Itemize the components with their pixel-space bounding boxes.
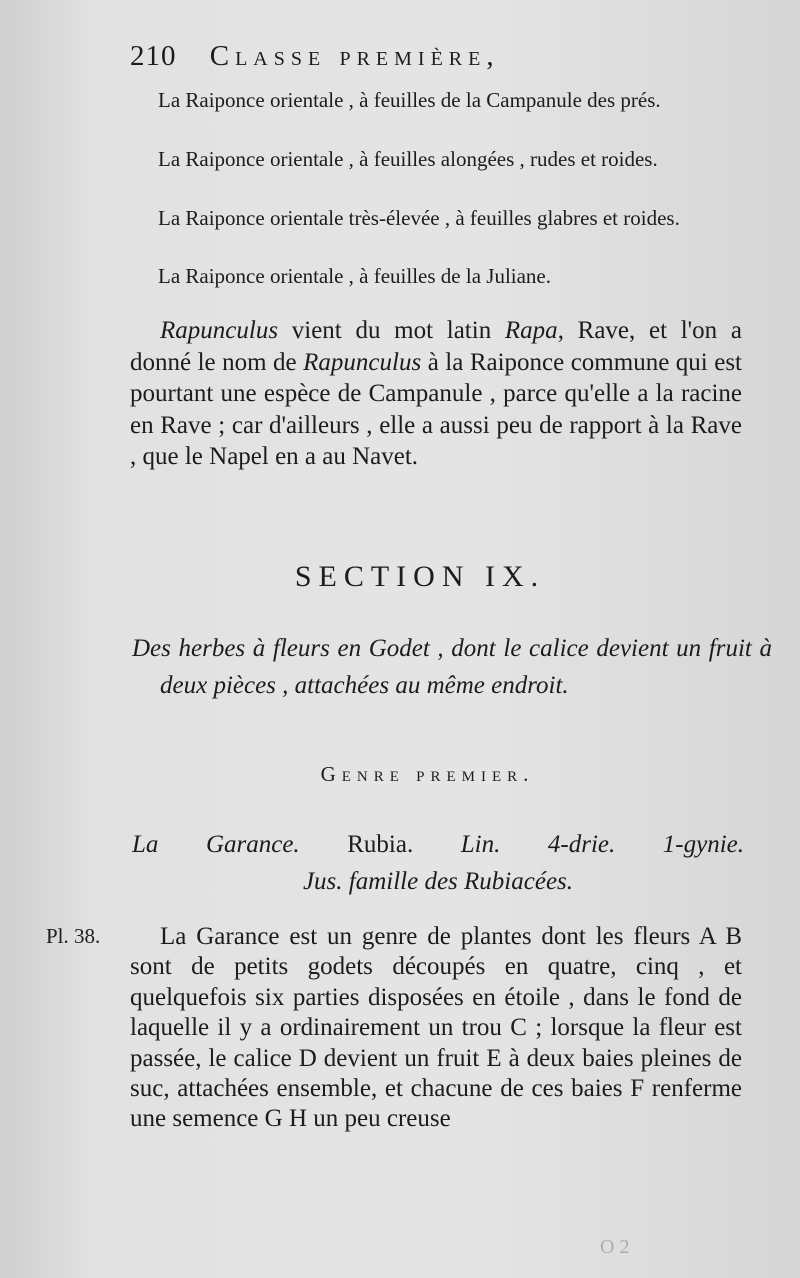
catchword: O 2	[600, 1236, 630, 1258]
genus-family-line: Jus. famille des Rubiacées.	[302, 868, 574, 895]
running-header	[130, 40, 760, 73]
section-heading: SECTION IX.	[294, 560, 546, 593]
plate-reference: Pl. 38.	[46, 924, 101, 948]
page-number: 210	[130, 40, 177, 72]
running-title: Classe première,	[209, 40, 500, 72]
rapunculus-paragraph: Rapunculus vient du mot latin Rapa, Rave, et l'on a donné le nom de Rapunculus à la Raiponce commune qui est pourtant une espèce de Campanule , parce qu'elle a la racine en Rave ; car d'ailleurs , elle a aussi peu de rapport à la Rave , que le Napel en a au Navet.	[130, 317, 742, 470]
section-description: Des herbes à fleurs en Godet , dont le calice devient un fruit à deux pièces , attachées au même endroit.	[132, 635, 772, 699]
raiponce-entry-1: La Raiponce orientale , à feuilles de la Campanule des prés.	[158, 88, 661, 112]
raiponce-entry-4: La Raiponce orientale , à feuilles de la Juliane.	[158, 264, 552, 288]
raiponce-entry-2: La Raiponce orientale , à feuilles alongées , rudes et roides.	[158, 147, 658, 171]
raiponce-entry-3: La Raiponce orientale très-élevée , à feuilles glabres et roides.	[158, 206, 680, 230]
genus-line-1: La Garance. Rubia. Lin. 4-drie. 1-gynie.	[132, 831, 745, 858]
garance-description: La Garance est un genre de plantes dont les fleurs A B sont de petits godets découpés en quatre, cinq , et quelquefois six parties disposées en étoile , dans le fond de laquelle il y a ordinairement un trou C ; lorsque la fleur est passée, le calice D devient un fruit E à deux baies pleines de suc, attachées ensemble, et chacune de ces baies F renferme une semence G H un peu creuse	[130, 923, 742, 1133]
genre-heading: Genre premier.	[320, 762, 535, 786]
genus-entry	[132, 826, 744, 900]
